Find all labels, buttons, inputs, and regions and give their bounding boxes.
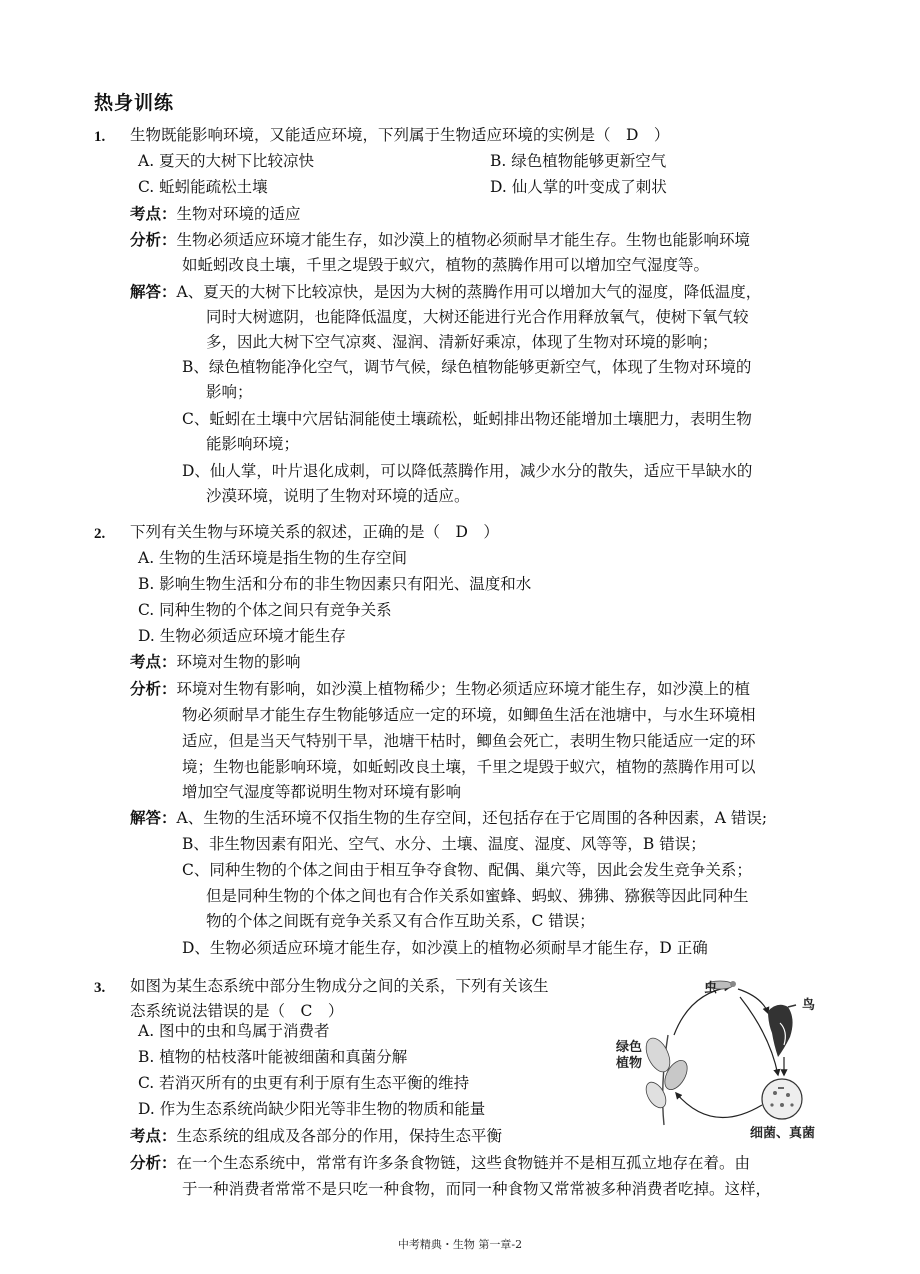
insect-label: 虫: [704, 981, 718, 996]
section-title: 热身训练: [94, 92, 175, 114]
jieda-line: B、绿色植物能净化空气，调节气候，绿色植物能够更新空气，体现了生物对环境的: [182, 358, 752, 376]
jieda-line: 能影响环境；: [206, 435, 300, 453]
jieda-line: 影响；: [206, 383, 253, 401]
q2-option-c: C. 同种生物的个体之间只有竞争关系: [138, 601, 392, 619]
jieda-line: B、非生物因素有阳光、空气、水分、土壤、温度、湿度、风等等，B 错误；: [182, 835, 706, 853]
kaodian-label: 考点：: [130, 204, 177, 223]
q2-jieda: [130, 808, 767, 828]
q2-option-a: A. 生物的生活环境是指生物的生存空间: [138, 549, 408, 567]
q3-stem-line1: 如图为某生态系统中部分生物成分之间的关系，下列有关该生: [130, 977, 549, 995]
kaodian-label: 考点：: [130, 652, 177, 671]
q2-option-b: B. 影响生物生活和分布的非生物因素只有阳光、温度和水: [138, 575, 532, 593]
jieda-line: 但是同种生物的个体之间也有合作关系如蜜蜂、蚂蚁、狒狒、猕猴等因此同种生: [206, 887, 749, 905]
decomposer-icon: [762, 1079, 802, 1119]
fenxi-line: 境；生物也能影响环境，如蚯蚓改良土壤，千里之堤毁于蚁穴，植物的蒸腾作用可以: [182, 758, 756, 776]
kaodian-text: 生态系统的组成及各部分的作用，保持生态平衡: [176, 1127, 503, 1145]
q2-kaodian: [130, 652, 301, 672]
q3-stem-line2: 态系统说法错误的是（ C ）: [130, 1002, 344, 1020]
q2-option-d: D. 生物必须适应环境才能生存: [138, 627, 346, 645]
fenxi-line: 增加空气湿度等都说明生物对环境有影响: [182, 783, 462, 801]
kaodian-label: 考点：: [130, 1126, 177, 1145]
jieda-line: C、同种生物的个体之间由于相互争夺食物、配偶、巢穴等，因此会发生竞争关系；: [182, 861, 752, 879]
kaodian-text: 环境对生物的影响: [176, 653, 301, 671]
q1-option-b: B. 绿色植物能够更新空气: [490, 152, 667, 170]
q1-kaodian: [130, 204, 301, 224]
jieda-line: 多，因此大树下空气凉爽、湿润、清新好乘凉，体现了生物对环境的影响；: [206, 333, 718, 351]
decomposer-label: 细菌、真菌: [750, 1126, 816, 1141]
plant-label-2: 植物: [616, 1056, 643, 1071]
jieda-line: A、生物的生活环境不仅指生物的生存空间，还包括存在于它周围的各种因素，A 错误;: [176, 809, 768, 827]
ecosystem-diagram: [612, 975, 834, 1145]
fenxi-label: 分析：: [130, 1153, 177, 1172]
fenxi-line: 环境对生物有影响，如沙漠上植物稀少；生物必须适应环境才能生存，如沙漠上的植: [176, 680, 751, 698]
q1-stem: 生物既能影响环境，又能适应环境，下列属于生物适应环境的实例是（ D ）: [130, 126, 670, 144]
q1-fenxi: [130, 230, 750, 250]
kaodian-text: 生物对环境的适应: [176, 205, 301, 223]
jieda-line: 物的个体之间既有竞争关系又有合作互助关系，C 错误；: [206, 912, 595, 930]
bird-icon: [768, 1005, 796, 1057]
fenxi-line: 物必须耐旱才能生存生物能够适应一定的环境，如鲫鱼生活在池塘中，与水生环境相: [182, 706, 756, 724]
arrow-plant-to-insect: [674, 987, 730, 1035]
q3-fenxi: [130, 1153, 750, 1173]
jieda-line: D、生物必须适应环境才能生存，如沙漠上的植物必须耐旱才能生存，D 正确: [182, 939, 708, 957]
bird-label: 鸟: [802, 998, 816, 1013]
q3-option-c: C. 若消灭所有的虫更有利于原有生态平衡的维持: [138, 1074, 470, 1092]
q1-jieda: [130, 282, 761, 302]
fenxi-label: 分析：: [130, 679, 177, 698]
q2-stem: 下列有关生物与环境关系的叙述，正确的是（ D ）: [130, 523, 499, 541]
jieda-line: 沙漠环境，说明了生物对环境的适应。: [206, 487, 470, 505]
q1-option-c: C. 蚯蚓能疏松土壤: [138, 178, 268, 196]
q3-kaodian: [130, 1126, 502, 1146]
jieda-label: 解答：: [130, 808, 177, 827]
q1-number: 1.: [94, 129, 106, 145]
jieda-line: A、夏天的大树下比较凉快，是因为大树的蒸腾作用可以增加大气的湿度，降低温度，: [176, 283, 762, 301]
arrow-decomposer-to-plant: [676, 1093, 762, 1118]
q1-option-a: A. 夏天的大树下比较凉快: [138, 152, 315, 170]
fenxi-line: 如蚯蚓改良土壤，千里之堤毁于蚁穴，植物的蒸腾作用可以增加空气湿度等。: [182, 256, 710, 274]
jieda-line: D、仙人掌，叶片退化成刺，可以降低蒸腾作用，减少水分的散失，适应干旱缺水的: [182, 462, 753, 480]
fenxi-label: 分析：: [130, 230, 177, 249]
fenxi-line: 于一种消费者常常不是只吃一种食物，而同一种食物又常常被多种消费者吃掉。这样，: [182, 1180, 772, 1198]
q3-option-d: D. 作为生态系统尚缺少阳光等非生物的物质和能量: [138, 1100, 486, 1118]
q1-option-d: D. 仙人掌的叶变成了刺状: [490, 178, 667, 196]
q3-option-a: A. 图中的虫和鸟属于消费者: [138, 1022, 330, 1040]
jieda-line: 同时大树遮阴，也能降低温度，大树还能进行光合作用释放氧气，使树下氧气较: [206, 308, 749, 326]
q2-fenxi: [130, 679, 750, 699]
plant-label-1: 绿色: [616, 1040, 643, 1055]
q2-number: 2.: [94, 526, 106, 542]
fenxi-line: 生物必须适应环境才能生存，如沙漠上的植物必须耐旱才能生存。生物也能影响环境: [176, 231, 751, 249]
jieda-label: 解答：: [130, 282, 177, 301]
plant-icon: [641, 1034, 691, 1125]
fenxi-line: 适应，但是当天气特别干旱，池塘干枯时，鲫鱼会死亡，表明生物只能适应一定的环: [182, 732, 756, 750]
jieda-line: C、蚯蚓在土壤中穴居钻洞能使土壤疏松，蚯蚓排出物还能增加土壤肥力，表明生物: [182, 410, 752, 428]
q3-option-b: B. 植物的枯枝落叶能被细菌和真菌分解: [138, 1048, 408, 1066]
fenxi-line: 在一个生态系统中，常常有许多条食物链，这些食物链并不是相互孤立地存在着。由: [176, 1154, 751, 1172]
q3-number: 3.: [94, 980, 106, 996]
page-footer: 中考精典・生物 第一章-2: [397, 1238, 523, 1251]
